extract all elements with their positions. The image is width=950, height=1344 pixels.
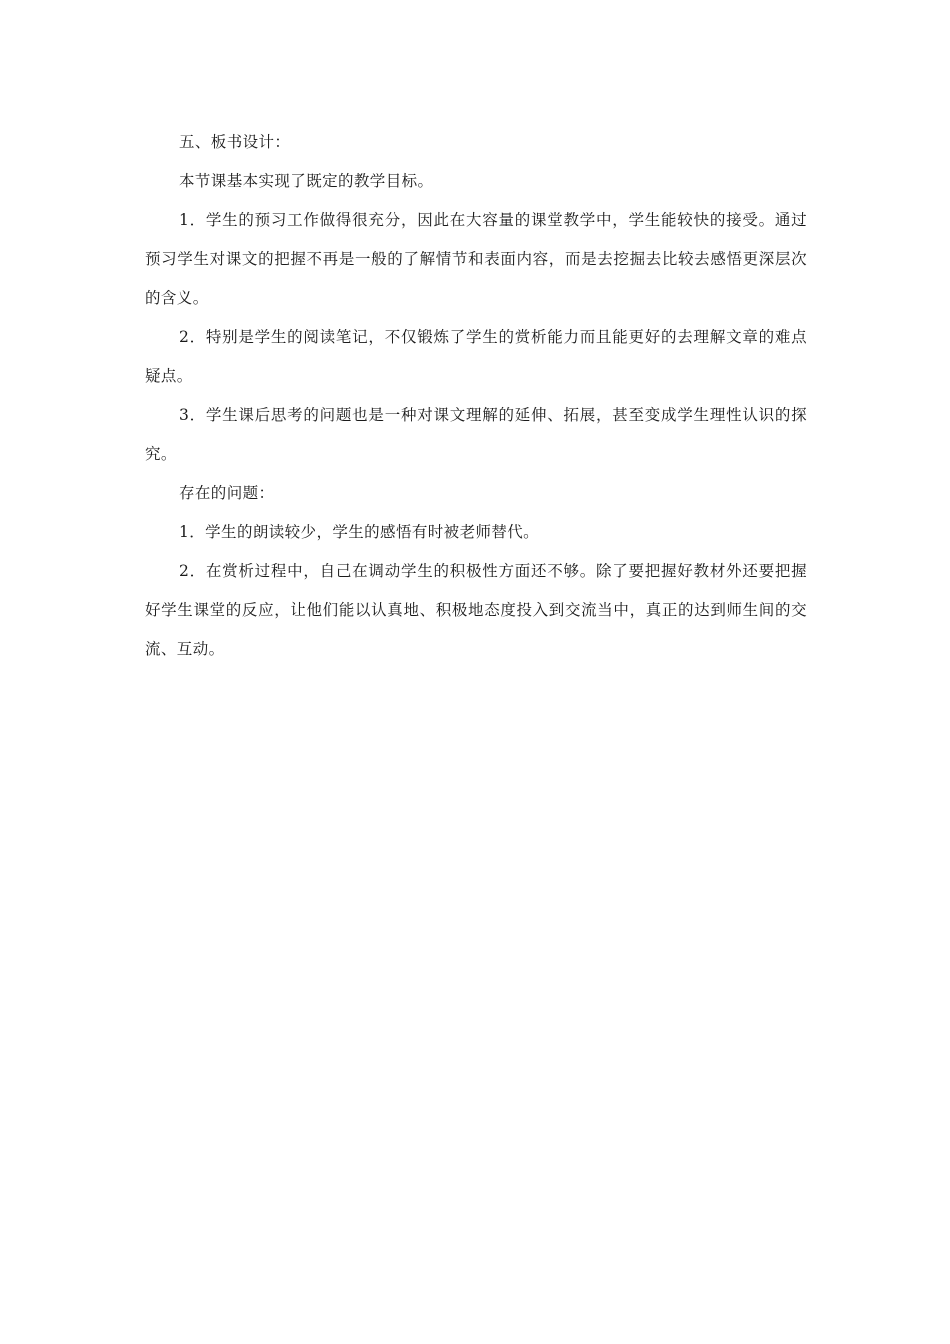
problem-item-2: 2．在赏析过程中，自己在调动学生的积极性方面还不够。除了要把握好教材外还要把握好学生课堂的反应，让他们能以认真地、积极地态度投入到交流当中，真正的达到师生间的交流、互动。: [145, 562, 807, 658]
strength-item-1: 1．学生的预习工作做得很充分，因此在大容量的课堂教学中，学生能较快的接受。通过预习学生对课文的把握不再是一般的了解情节和表面内容，而是去挖掘去比较去感悟更深层次的含义。: [145, 211, 807, 307]
strength-item-3: 3．学生课后思考的问题也是一种对课文理解的延伸、拓展，甚至变成学生理性认识的探究。: [145, 406, 807, 463]
section-heading-board-design: 五、板书设计：: [179, 133, 291, 151]
problems-heading: 存在的问题：: [179, 484, 275, 502]
document-body: [145, 123, 807, 669]
strength-item-2: 2．特别是学生的阅读笔记，不仅锻炼了学生的赏析能力而且能更好的去理解文章的难点疑点。: [145, 328, 807, 385]
problem-item-1: 1．学生的朗读较少，学生的感悟有时被老师替代。: [179, 523, 540, 541]
summary-paragraph: 本节课基本实现了既定的教学目标。: [179, 172, 434, 190]
